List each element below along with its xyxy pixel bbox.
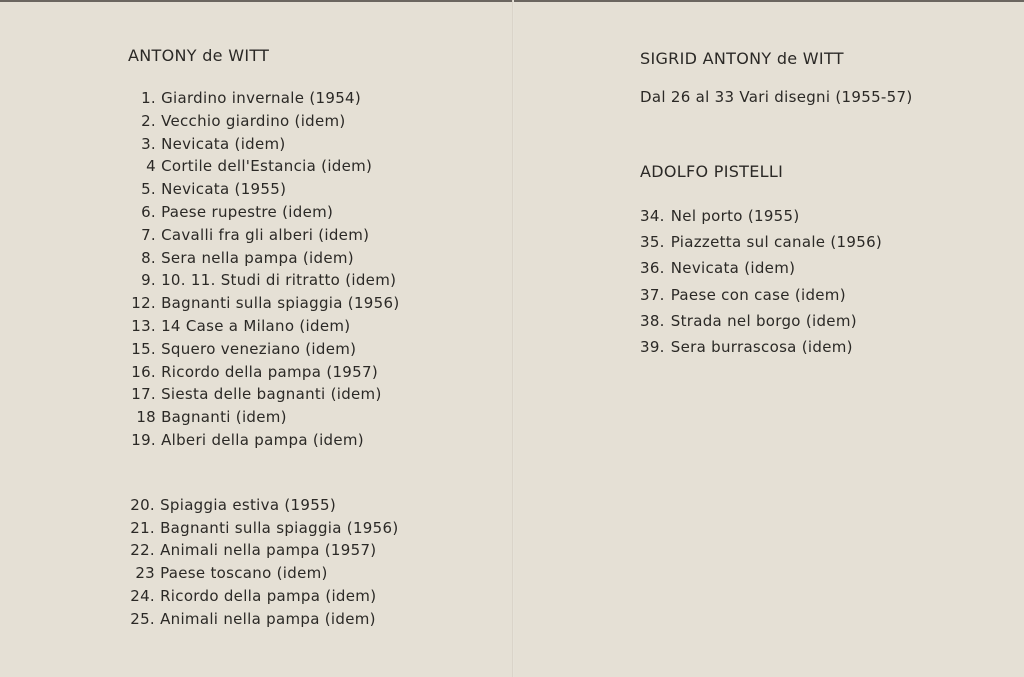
list-item [128, 201, 498, 224]
item-number: 6. [141, 202, 156, 221]
item-number: 2. [141, 111, 156, 130]
item-number: 22. [130, 541, 155, 560]
item-title: Nevicata (idem) [670, 259, 796, 278]
item-number: 3. [141, 134, 156, 153]
list-item [128, 133, 498, 156]
list-item [128, 87, 498, 110]
artist-heading-pistelli: ADOLFO PISTELLI [640, 162, 784, 181]
item-title: Giardino invernale (1954) [161, 89, 362, 107]
item-number: 8. [141, 248, 156, 267]
item-number: 1. [141, 89, 156, 107]
sigrid-drawings-line: Dal 26 al 33 Vari disegni (1955-57) [640, 88, 913, 106]
item-number: 36. [640, 259, 665, 278]
item-title: Sera burrascosa (idem) [670, 338, 853, 357]
item-number: 15. [131, 339, 156, 358]
item-number: 12. [131, 294, 156, 313]
list-item [128, 269, 498, 292]
list-item [128, 429, 498, 452]
list-item [640, 229, 1000, 255]
list-item [128, 338, 498, 361]
item-number: 23 [135, 564, 155, 583]
list-item [128, 517, 498, 540]
item-title: Vecchio giardino (idem) [161, 111, 346, 130]
item-number: 16. [131, 362, 156, 381]
item-title: Strada nel borgo (idem) [670, 311, 857, 330]
item-title: Paese con case (idem) [670, 285, 846, 304]
item-title: Paese toscano (idem) [160, 564, 328, 583]
item-number: 37. [640, 285, 665, 304]
item-number: 35. [640, 233, 665, 252]
list-item [128, 406, 498, 429]
artist-heading-antony: ANTONY de WITT [128, 46, 270, 65]
item-title: Nevicata (idem) [161, 134, 286, 153]
list-item [128, 608, 498, 631]
artwork-list-pistelli [640, 203, 1000, 360]
list-item [128, 494, 498, 517]
list-item [128, 562, 498, 585]
item-number: 4 [146, 157, 156, 176]
list-item [128, 361, 498, 384]
list-item [128, 178, 498, 201]
item-title: 14 Case a Milano (idem) [161, 316, 351, 335]
item-title: Animali nella pampa (idem) [160, 609, 376, 628]
list-item [128, 110, 498, 133]
item-number: 7. [141, 225, 156, 244]
left-column [128, 46, 498, 631]
list-item [640, 334, 1000, 360]
item-number: 38. [640, 311, 665, 330]
item-title: Nel porto (1955) [670, 207, 800, 225]
item-title: 10. 11. Studi di ritratto (idem) [161, 271, 397, 290]
page-fold [512, 0, 514, 677]
item-title: Squero veneziano (idem) [161, 339, 357, 358]
item-number: 25. [130, 609, 155, 628]
item-title: Piazzetta sul canale (1956) [670, 233, 883, 252]
item-title: Spiaggia estiva (1955) [160, 495, 337, 514]
artwork-list-antony-2 [128, 494, 498, 631]
item-number: 19. [131, 430, 156, 449]
item-title: Cortile dell'Estancia (idem) [161, 157, 373, 176]
item-title: Paese rupestre (idem) [161, 202, 334, 221]
list-item [640, 308, 1000, 334]
item-title: Bagnanti sulla spiaggia (1956) [161, 294, 400, 313]
list-item [640, 255, 1000, 281]
list-item [640, 282, 1000, 308]
list-item [128, 315, 498, 338]
list-item [128, 539, 498, 562]
item-title: Siesta delle bagnanti (idem) [161, 385, 382, 404]
list-item [128, 292, 498, 315]
artwork-list-antony-1 [128, 87, 498, 452]
item-number: 20. [130, 495, 155, 514]
list-item [128, 247, 498, 270]
item-number: 39. [640, 338, 665, 357]
item-number: 34. [640, 207, 665, 225]
item-title: Bagnanti sulla spiaggia (1956) [160, 518, 399, 537]
item-number: 21. [130, 518, 155, 537]
list-item [640, 203, 1000, 229]
item-title: Ricordo della pampa (idem) [160, 586, 377, 605]
item-title: Alberi della pampa (idem) [161, 430, 364, 449]
item-title: Sera nella pampa (idem) [161, 248, 354, 267]
item-number: 5. [141, 180, 156, 199]
item-number: 24. [130, 586, 155, 605]
item-title: Cavalli fra gli alberi (idem) [161, 225, 370, 244]
item-title: Ricordo della pampa (1957) [161, 362, 378, 381]
item-title: Animali nella pampa (1957) [160, 541, 377, 560]
item-title: Nevicata (1955) [161, 180, 287, 199]
list-item [128, 585, 498, 608]
item-number: 18 [136, 408, 156, 427]
item-title: Bagnanti (idem) [161, 408, 287, 427]
list-item [128, 155, 498, 178]
list-item [128, 224, 498, 247]
artist-heading-sigrid: SIGRID ANTONY de WITT [640, 49, 844, 68]
item-number: 13. [131, 316, 156, 335]
right-column [640, 49, 1000, 360]
item-number: 9. [141, 271, 156, 290]
list-item [128, 383, 498, 406]
item-number: 17. [131, 385, 156, 404]
